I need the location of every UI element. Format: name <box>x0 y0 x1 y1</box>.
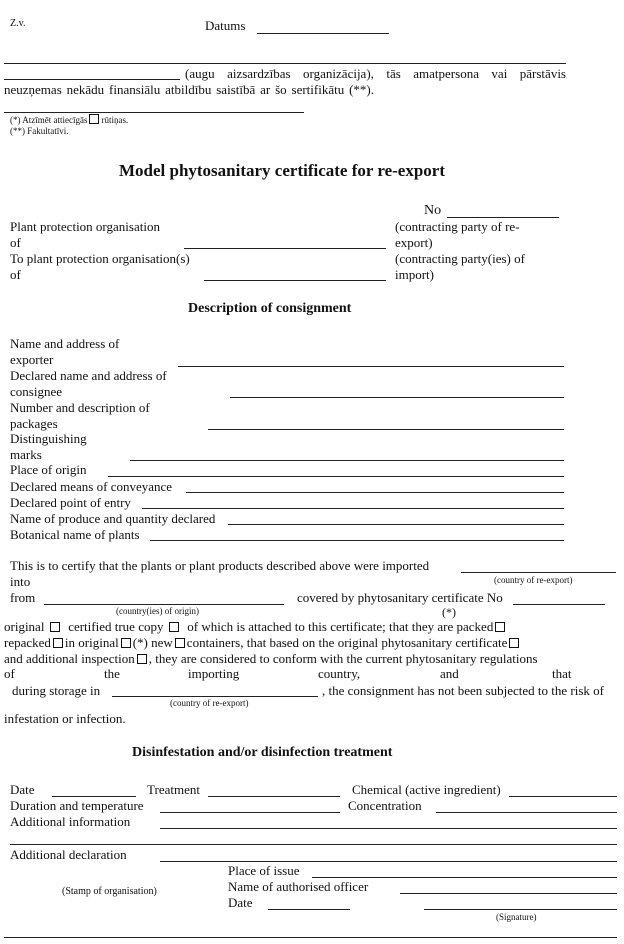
conveyance-label: Declared means of conveyance <box>10 479 173 494</box>
exporter-label: Name and address of <box>10 336 120 351</box>
datums-label: Datums <box>205 18 246 33</box>
duration-field[interactable] <box>160 812 340 813</box>
w-importing: importing <box>188 666 240 681</box>
org-text-line1: (augu aizsardzības organizācija), tās amatpersona vai pārstāvis <box>185 66 566 81</box>
country-reexport-note: (country of re-export) <box>494 575 573 585</box>
conveyance-field[interactable] <box>186 492 564 493</box>
packed-checkbox[interactable] <box>495 622 505 632</box>
concentration-label: Concentration <box>348 798 422 813</box>
zv-label: Z.v. <box>10 18 26 29</box>
to-ppo-country-field[interactable] <box>204 280 386 281</box>
ppo-note-1: (contracting party of re- <box>395 219 520 234</box>
covered-label: covered by phytosanitary certificate No <box>297 590 503 605</box>
in-original-checkbox[interactable] <box>121 638 131 648</box>
consignee-label: Declared name and address of <box>10 368 167 383</box>
no-label: No <box>424 203 442 218</box>
org-name-field[interactable] <box>4 79 180 80</box>
certified-copy-checkbox[interactable] <box>169 622 179 632</box>
date2-field[interactable] <box>268 909 350 910</box>
date-field[interactable] <box>52 796 136 797</box>
inspection-checkbox[interactable] <box>137 654 147 664</box>
officer-field[interactable] <box>400 893 617 894</box>
w-country: country, <box>318 666 361 681</box>
checkbox-icon <box>89 114 99 124</box>
w-that: that <box>552 666 572 681</box>
chemical-field[interactable] <box>509 796 617 797</box>
exporter-label-2: exporter <box>10 352 54 367</box>
place-issue-label: Place of issue <box>228 863 300 878</box>
origin-field[interactable] <box>108 476 564 477</box>
w-the: the <box>104 666 120 681</box>
chemical-label: Chemical (active ingredient) <box>352 782 501 797</box>
bottom-divider <box>4 937 617 938</box>
additional-info-label: Additional information <box>10 814 131 829</box>
countries-origin-note: (country(ies) of origin) <box>116 606 199 616</box>
org-text-line2: neuzņemas nekādu finansiālu atbildību saistībā ar šo sertifikātu (**). <box>4 82 374 97</box>
treatment-label: Treatment <box>147 782 200 797</box>
to-ppo-note-2: import) <box>395 267 434 282</box>
ppo-note-2: export) <box>395 235 433 250</box>
datums-field[interactable] <box>257 33 389 34</box>
marks-label: Distinguishing <box>10 431 87 446</box>
produce-label: Name of produce and quantity declared <box>10 511 216 526</box>
certify-line-inspection: and additional inspection , they are considered to conform with the current phytosanitary regulations <box>4 651 538 666</box>
footnote-1: (*) Atzīmēt attiecīgās rūtiņas. <box>10 115 129 125</box>
infestation-text: infestation or infection. <box>4 711 126 726</box>
signature-field[interactable] <box>424 909 617 910</box>
consignee-label-2: consignee <box>10 384 62 399</box>
packages-label-2: packages <box>10 416 58 431</box>
original-checkbox[interactable] <box>50 622 60 632</box>
w-of: of <box>4 666 15 681</box>
date-label: Date <box>10 782 35 797</box>
star-note: (*) <box>442 605 456 619</box>
page-title: Model phytosanitary certificate for re-export <box>118 161 446 180</box>
from-label: from <box>10 590 36 605</box>
packages-label: Number and description of <box>10 400 150 415</box>
additional-info-field[interactable] <box>160 828 617 829</box>
signature-label: (Signature) <box>496 912 537 922</box>
to-ppo-label: To plant protection organisation(s) <box>10 251 190 266</box>
reexport-country-field[interactable] <box>461 572 616 573</box>
footnote-divider <box>4 112 304 113</box>
origin-countries-field[interactable] <box>44 604 284 605</box>
stamp-label: (Stamp of organisation) <box>62 886 157 897</box>
additional-info-field-2[interactable] <box>10 844 617 845</box>
treatment-heading: Disinfestation and/or disinfection treatment <box>132 745 393 760</box>
additional-decl-field[interactable] <box>160 861 617 862</box>
to-ppo-note-1: (contracting party(ies) of <box>395 251 525 266</box>
during-rest: , the consignment has not been subjected to the risk of <box>322 683 604 698</box>
consignee-field[interactable] <box>230 397 564 398</box>
origin-label: Place of origin <box>10 462 87 477</box>
officer-label: Name of authorised officer <box>228 879 369 894</box>
produce-field[interactable] <box>228 524 564 525</box>
place-issue-field[interactable] <box>312 877 617 878</box>
country-reexport-note-2: (country of re-export) <box>170 698 249 708</box>
original-cert-checkbox[interactable] <box>509 638 519 648</box>
exporter-field[interactable] <box>178 366 564 367</box>
repacked-checkbox[interactable] <box>53 638 63 648</box>
packages-field[interactable] <box>208 429 564 430</box>
phyto-cert-no-field[interactable] <box>513 604 605 605</box>
to-ppo-of-label: of <box>10 267 21 282</box>
duration-label: Duration and temperature <box>10 798 144 813</box>
certify-line-1: This is to certify that the plants or plant products described above were imported <box>10 558 430 573</box>
into-label: into <box>10 574 31 589</box>
footnote-2: (**) Fakultatīvi. <box>10 126 69 136</box>
entry-label: Declared point of entry <box>10 495 131 510</box>
during-label: during storage in <box>12 683 101 698</box>
concentration-field[interactable] <box>436 812 617 813</box>
certify-line-repacked: repacked in original (*) new containers, that based on the original phytosanitary certificate <box>4 635 521 650</box>
certify-line-original: original certified true copy of which is attached to this certificate; that they are packed <box>4 619 560 634</box>
marks-label-2: marks <box>10 447 42 462</box>
date2-label: Date <box>228 895 253 910</box>
certificate-no-field[interactable] <box>447 217 559 218</box>
new-checkbox[interactable] <box>175 638 185 648</box>
ppo-of-label: of <box>10 235 21 250</box>
storage-country-field[interactable] <box>112 696 318 697</box>
w-and: and <box>440 666 459 681</box>
treatment-field[interactable] <box>208 796 340 797</box>
consignment-heading: Description of consignment <box>188 301 352 316</box>
ppo-country-field[interactable] <box>184 248 386 249</box>
entry-field[interactable] <box>142 508 564 509</box>
additional-decl-label: Additional declaration <box>10 847 127 862</box>
botanical-field[interactable] <box>150 540 564 541</box>
botanical-label: Botanical name of plants <box>10 527 140 542</box>
marks-field[interactable] <box>130 460 564 461</box>
ppo-label: Plant protection organisation <box>10 219 160 234</box>
org-top-line <box>4 63 566 64</box>
